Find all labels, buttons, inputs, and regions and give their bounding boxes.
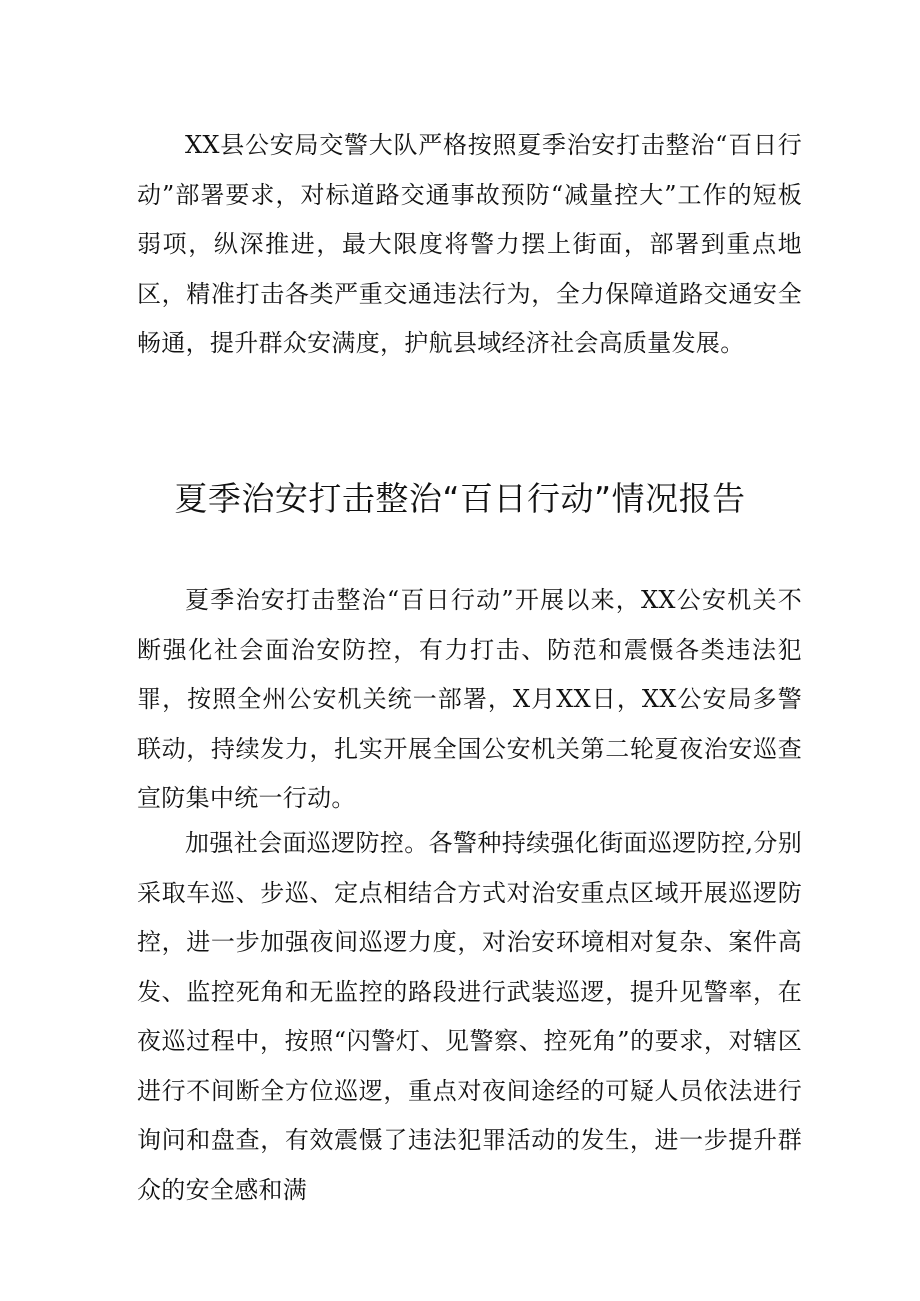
body-paragraph: 加强社会面巡逻防控。各警种持续强化街面巡逻防控,分别采取车巡、步巡、定点相结合方式对治安重点区域开展巡逻防控，进一步加强夜间巡逻力度，对治安环境相对复杂、案件高发、监控死角和无监控的路段进行武装巡逻，提升见警率，在夜巡过程中，按照“闪警灯、见警察、控死角”的要求，对辖区进行不间断全方位巡逻，重点对夜间途经的可疑人员依法进行询问和盘查，有效震慑了违法犯罪活动的发生，进一步提升群众的安全感和满: [137, 829, 802, 1204]
body-paragraph: 夏季治安打击整治“百日行动”开展以来，XX公安机关不断强化社会面治安防控，有力打击、防范和震慑各类违法犯罪，按照全州公安机关统一部署，X月XX日，XX公安局多警联动，持续发力，扎实开展全国公安机关第二轮夏夜治安巡查宣防集中统一行动。: [137, 586, 802, 812]
intro-paragraph: XX县公安局交警大队严格按照夏季治安打击整治“百日行动”部署要求，对标道路交通事故预防“减量控大”工作的短板弱项，纵深推进，最大限度将警力摆上街面，部署到重点地区，精准打击各类严重交通违法行为，全力保障道路交通安全畅通，提升群众安满度，护航县域经济社会高质量发展。: [137, 131, 802, 357]
section-title: 夏季治安打击整治“百日行动”情况报告: [174, 479, 746, 518]
